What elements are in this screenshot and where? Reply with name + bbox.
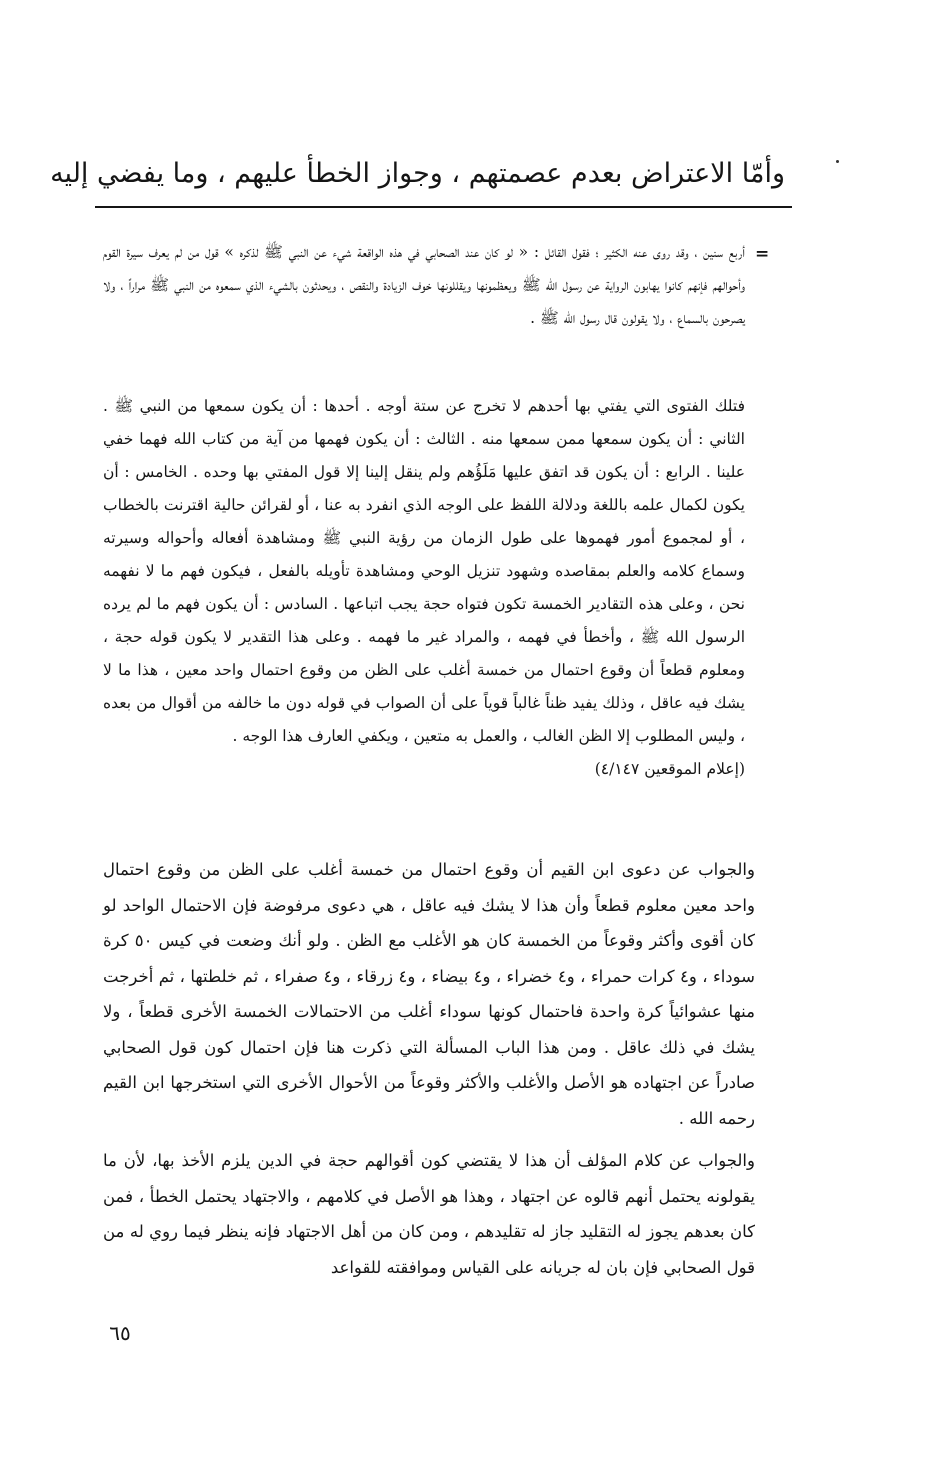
footnote-paragraph: أربع سنين ، وقد روى عنه الكثير ؛ فقول القائل : « لو كان عند الصحابي في هذه الواقعة شيء عن النبي ﷺ لذكره » قول من لم يعرف سيرة القوم وأحوالهم فإنهم كانوا يهابون الرواية عن رسول الله ﷺ ويعظمونها ويقللونها خوف الزيادة والنقص ، ويحدثون بالشيء الذي سمعوه من النبي ﷺ مراراً ، ولا يصرحون بالسماع ، ولا يقولون قال رسول الله ﷺ .	[103, 243, 745, 327]
speck-mark	[836, 160, 839, 163]
body-paragraph: والجواب عن دعوى ابن القيم أن وقوع احتمال من خمسة أغلب على الظن من وقوع احتمال واحد معين معلوم قطعاً وأن هذا لا يشك فيه عاقل ، هي دعوى مرفوضة فإن الاحتمال الواحد لو كان أقوى وأكثر وقوعاً من الخمسة كان هو الأغلب مع الظن . ولو أنك وضعت في كيس ٥٠ كرة سوداء ، و٤ كرات حمراء ، و٤ خضراء ، و٤ بيضاء ، و٤ زرقاء ، و٤ صفراء ، ثم خلطتها ، ثم أخرجت منها عشوائياً كرة واحدة فاحتمال كونها سوداء أغلب من الاحتمالات الخمسة الأخرى قطعاً ، ولا يشك في ذلك عاقل . ومن هذا الباب المسألة التي ذكرت هنا فإن احتمال كون قول الصحابي صادراً عن اجتهاده هو الأصل والأغلب والأكثر وقوعاً من الأحوال الأخرى التي استخرجها ابن القيم رحمه الله .	[103, 860, 755, 1128]
header-rule	[95, 206, 792, 208]
body-paragraph: والجواب عن كلام المؤلف أن هذا لا يقتضي كون أقوالهم حجة في الدين يلزم الأخذ بها، لأن ما يقولونه يحتمل أنهم قالوه عن اجتهاد ، وهذا هو الأصل في كلامهم ، والاجتهاد يحتمل الخطأ ، فمن كان بعدهم يجوز له التقليد جاز له تقليدهم ، ومن كان من أهل الاجتهاد فإنه ينظر فيما روي له من قول الصحابي فإن بان له جريانه على القياس وموافقته للقواعد	[103, 1151, 755, 1277]
footnote-paragraph-text: فتلك الفتوى التي يفتي بها أحدهم لا تخرج عن ستة أوجه . أحدها : أن يكون سمعها من النبي ﷺ . الثاني : أن يكون سمعها ممن سمعها منه . الثالث : أن يكون فهمها من آية من كتاب الله فهما خفي علينا . الرابع : أن يكون قد اتفق عليها مَلَؤُهم ولم ينقل إلينا إلا قول المفتي بها وحده . الخامس : أن يكون لكمال علمه باللغة ودلالة اللفظ على الوجه الذي انفرد به عنا ، أو لقرائن حالية اقترنت بالخطاب ، أو لمجموع أمور فهموها على طول الزمان من رؤية النبي ﷺ ومشاهدة أفعاله وأحواله وسيرته وسماع كلامه والعلم بمقاصده وشهود تنزيل الوحي ومشاهدة تأويله بالفعل ، فيكون فهم ما لا نفهمه نحن ، وعلى هذه التقادير الخمسة تكون فتواه حجة يجب اتباعها . السادس : أن يكون فهم ما لم يرده الرسول الله ﷺ ، وأخطأ في فهمه ، والمراد غير ما فهمه . وعلى هذا التقدير لا يكون قوله حجة ، ومعلوم قطعاً أن وقوع احتمال من خمسة أغلب على الظن من وقوع احتمال واحد معين ، هذا ما لا يشك فيه عاقل ، وذلك يفيد ظناً غالباً قوياً على أن الصواب في قوله دون ما خالفه من أقوال من بعده ، وليس المطلوب إلا الظن الغالب ، والعمل به متعين ، ويكفي العارف هذا الوجه .	[103, 397, 745, 745]
footnote-continuation-marker: =	[755, 244, 770, 264]
page-number: ٦٥	[109, 1321, 131, 1345]
running-header: وأمّا الاعتراض بعدم عصمتهم ، وجواز الخطأ عليهم ، وما يفضي إليه	[50, 158, 785, 189]
footnote-paragraph-quoted	[103, 390, 745, 786]
footnote-citation: (إعلام الموقعين ٤/١٤٧)	[594, 760, 745, 778]
